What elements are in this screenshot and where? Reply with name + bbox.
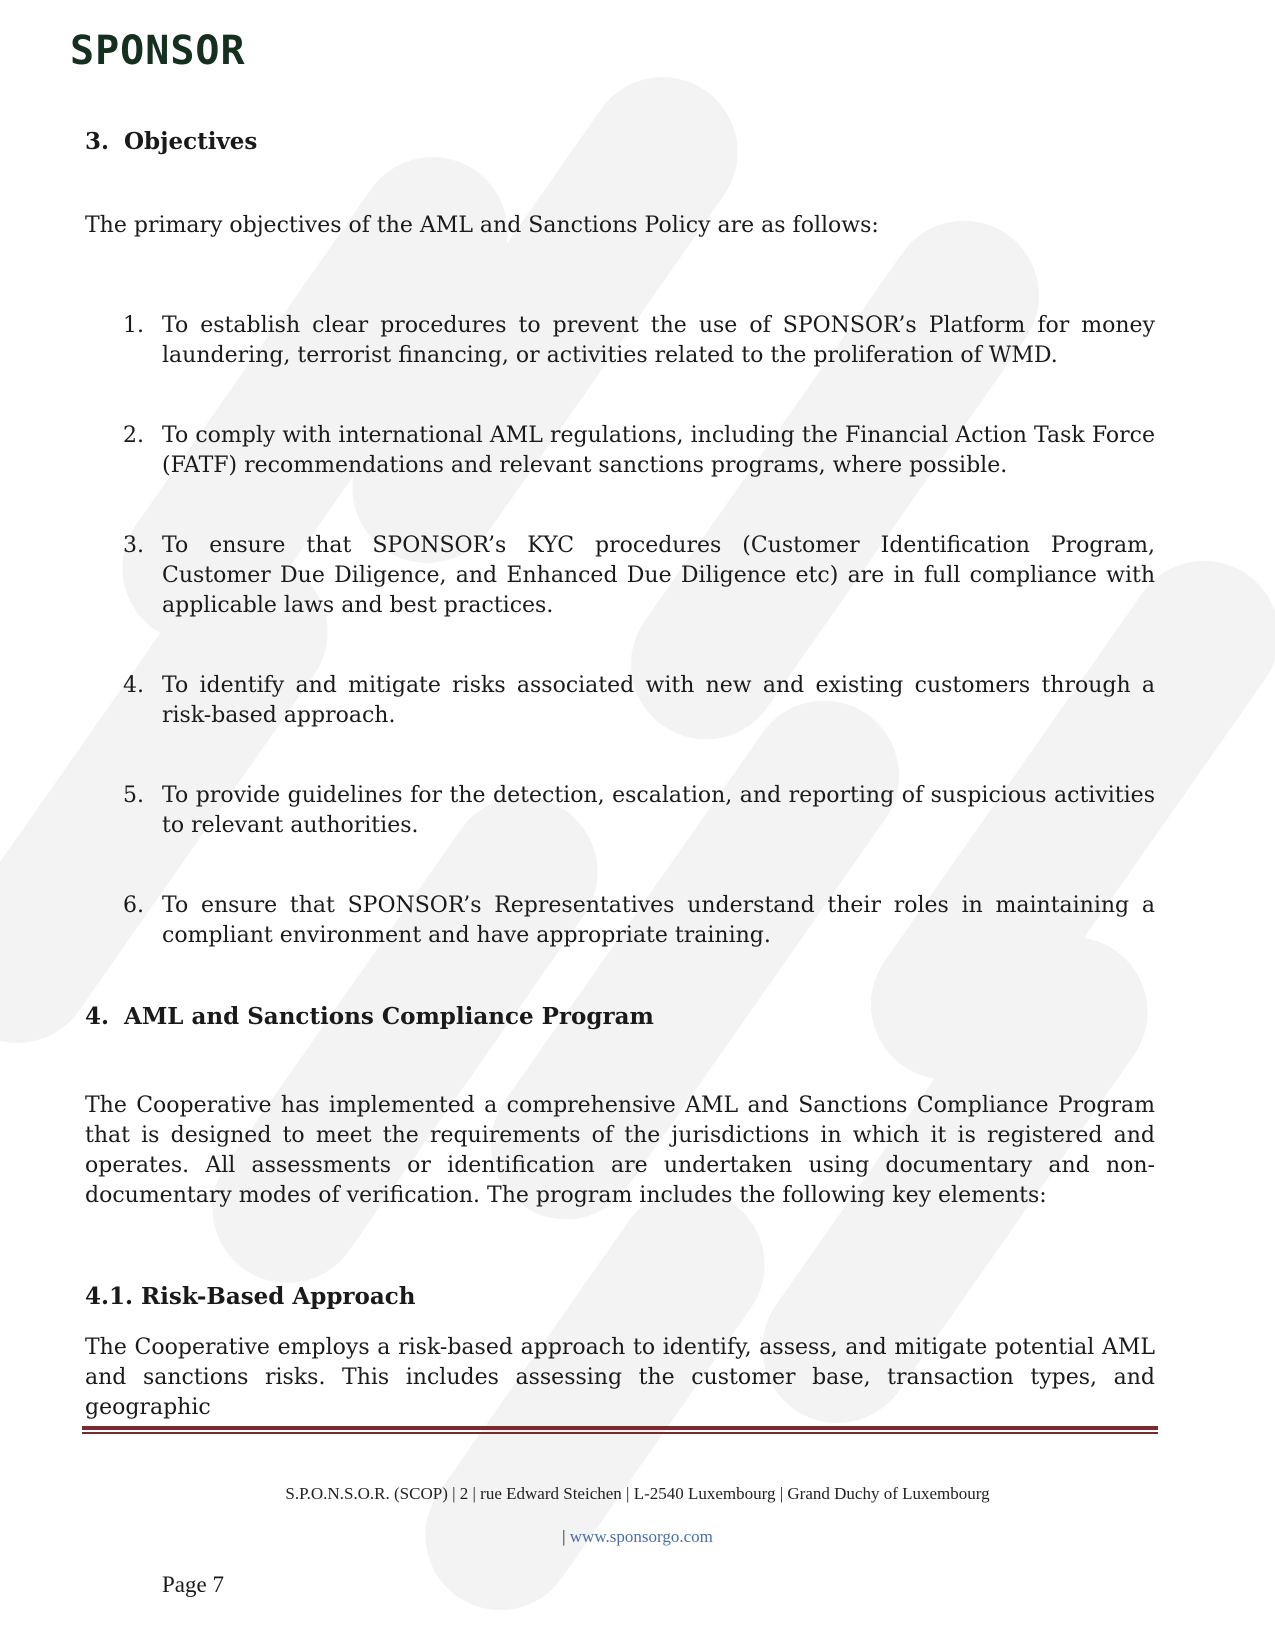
list-item <box>123 891 1155 951</box>
section-3-heading <box>85 128 257 155</box>
list-text: To establish clear procedures to prevent the use of SPONSOR’s Platform for money laundering, terrorist financing, or activities related to the proliferation of WMD. <box>162 313 1155 368</box>
list-number: 5. <box>123 783 144 808</box>
section-4-body: The Cooperative has implemented a comprehensive AML and Sanctions Compliance Program that is designed to meet the requirements of the jurisdictions in which it is registered and operates. All assessments or identification are undertaken using documentary and non-documentary modes of verification. The program includes the following key elements: <box>85 1093 1155 1208</box>
section-title: Objectives <box>124 128 258 155</box>
list-item <box>123 671 1155 731</box>
list-item <box>123 531 1155 621</box>
list-number: 6. <box>123 893 144 918</box>
section-3-intro: The primary objectives of the AML and Sanctions Policy are as follows: <box>85 213 879 238</box>
website-link[interactable]: www.sponsorgo.com <box>569 1527 713 1546</box>
footer-address: S.P.O.N.S.O.R. (SCOP) | 2 | rue Edward Steichen | L-2540 Luxembourg | Grand Duchy of Luxembourg <box>285 1484 990 1503</box>
list-text: To provide guidelines for the detection, escalation, and reporting of suspicious activities to relevant authorities. <box>162 783 1155 838</box>
list-number: 2. <box>123 423 144 448</box>
list-text: To comply with international AML regulations, including the Financial Action Task Force (FATF) recommendations and relevant sanctions programs, where possible. <box>162 423 1155 478</box>
list-item <box>123 421 1155 481</box>
subsection-4-1-body: The Cooperative employs a risk-based approach to identify, assess, and mitigate potential AML and sanctions risks. This includes assessing the customer base, transaction types, and geographic <box>85 1335 1155 1420</box>
list-item <box>123 781 1155 841</box>
footer-separator: | <box>562 1527 570 1546</box>
list-item <box>123 311 1155 371</box>
footer-rule-thin <box>82 1432 1158 1434</box>
section-number: 4. <box>85 1003 110 1030</box>
logo: SPONSOR <box>70 28 246 74</box>
section-number: 3. <box>85 128 110 155</box>
list-number: 1. <box>123 313 144 338</box>
footer-rule <box>82 1426 1158 1430</box>
list-text: To ensure that SPONSOR’s KYC procedures (Customer Identification Program, Customer Due Diligence, and Enhanced Due Diligence etc) are in full compliance with applicable laws and best practices. <box>162 533 1155 618</box>
subsection-4-1-heading: 4.1. Risk-Based Approach <box>85 1283 416 1310</box>
section-4-heading <box>85 1003 654 1030</box>
list-number: 4. <box>123 673 144 698</box>
page-number: Page 7 <box>162 1572 224 1597</box>
list-text: To ensure that SPONSOR’s Representatives understand their roles in maintaining a compliant environment and have appropriate training. <box>162 893 1155 948</box>
list-text: To identify and mitigate risks associated with new and existing customers through a risk-based approach. <box>162 673 1155 728</box>
section-title: AML and Sanctions Compliance Program <box>124 1003 654 1030</box>
footer-website-line <box>0 1527 1275 1547</box>
list-number: 3. <box>123 533 144 558</box>
